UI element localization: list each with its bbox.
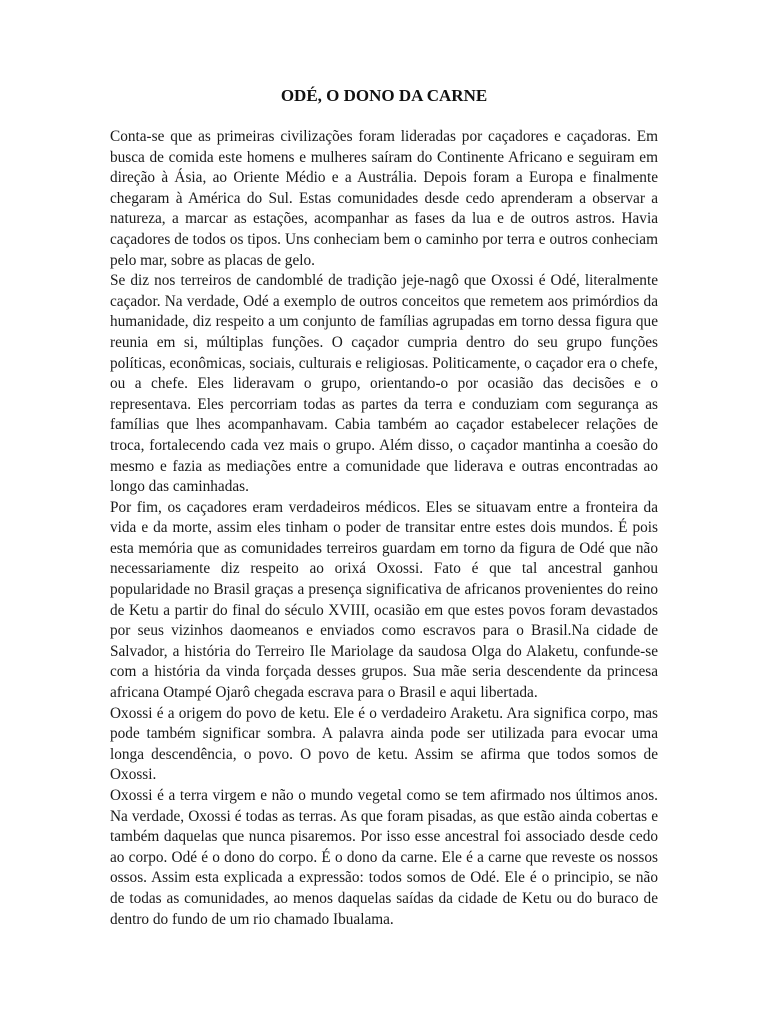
paragraph: Oxossi é a terra virgem e não o mundo vegetal como se tem afirmado nos últimos anos. Na verdade, Oxossi é todas as terras. As que foram pisadas, as que estão ainda cobertas e também daquelas que nunca pisaremos. Por isso esse ancestral foi associado desde cedo ao corpo. Odé é o dono do corpo. É o dono da carne. Ele é a carne que reveste os nossos ossos. Assim esta explicada a expressão: todos somos de Odé. Ele é o principio, se não de todas as comunidades, ao menos daquelas saídas da cidade de Ketu ou do buraco de dentro do fundo de um rio chamado Ibualama. xyxy=(110,787,658,928)
document-body xyxy=(110,127,658,930)
paragraph: Por fim, os caçadores eram verdadeiros médicos. Eles se situavam entre a fronteira da vida e da morte, assim eles tinham o poder de transitar entre estes dois mundos. É pois esta memória que as comunidades terreiros guardam em torno da figura de Odé que não necessariamente diz respeito ao orixá Oxossi. Fato é que tal ancestral ganhou popularidade no Brasil graças a presença significativa de africanos provenientes do reino de Ketu a partir do final do século XVIII, ocasião em que estes povos foram devastados por seus vizinhos daomeanos e enviados como escravos para o Brasil.Na cidade de Salvador, a história do Terreiro Ile Mariolage da saudosa Olga do Alaketu, confunde-se com a história da vinda forçada desses grupos. Sua mãe seria descendente da princesa africana Otampé Ojarô chegada escrava para o Brasil e aqui libertada. xyxy=(110,498,658,702)
paragraph: Oxossi é a origem do povo de ketu. Ele é o verdadeiro Araketu. Ara significa corpo, mas pode também significar sombra. A palavra ainda pode ser utilizada para evocar uma longa descendência, o povo. O povo de ketu. Assim se afirma que todos somos de Oxossi. xyxy=(110,704,658,784)
paragraph: Se diz nos terreiros de candomblé de tradição jeje-nagô que Oxossi é Odé, literalmente caçador. Na verdade, Odé a exemplo de outros conceitos que remetem aos primórdios da humanidade, diz respeito a um conjunto de famílias agrupadas em torno dessa figura que reunia em si, múltiplas funções. O caçador cumpria dentro do seu grupo funções políticas, econômicas, sociais, culturais e religiosas. Politicamente, o caçador era o chefe, ou a chefe. Eles lideravam o grupo, orientando-o por ocasião das decisões e o representava. Eles percorriam todas as partes da terra e conduziam com segurança as famílias que lhes acompanhavam. Cabia também ao caçador estabelecer relações de troca, fortalecendo cada vez mais o grupo. Além disso, o caçador mantinha a coesão do mesmo e fazia as mediações entre a comunidade que liderava e outras encontradas ao longo das caminhadas. xyxy=(110,272,658,496)
paragraph: Conta-se que as primeiras civilizações foram lideradas por caçadores e caçadoras. Em busca de comida este homens e mulheres saíram do Continente Africano e seguiram em direção à Ásia, ao Oriente Médio e a Austrália. Depois foram a Europa e finalmente chegaram à América do Sul. Estas comunidades desde cedo aprenderam a observar a natureza, a marcar as estações, acompanhar as fases da lua e de outros astros. Havia caçadores de todos os tipos. Uns conheciam bem o caminho por terra e outros conheciam pelo mar, sobre as placas de gelo. xyxy=(110,128,658,269)
document-title: ODÉ, O DONO DA CARNE xyxy=(280,86,488,105)
